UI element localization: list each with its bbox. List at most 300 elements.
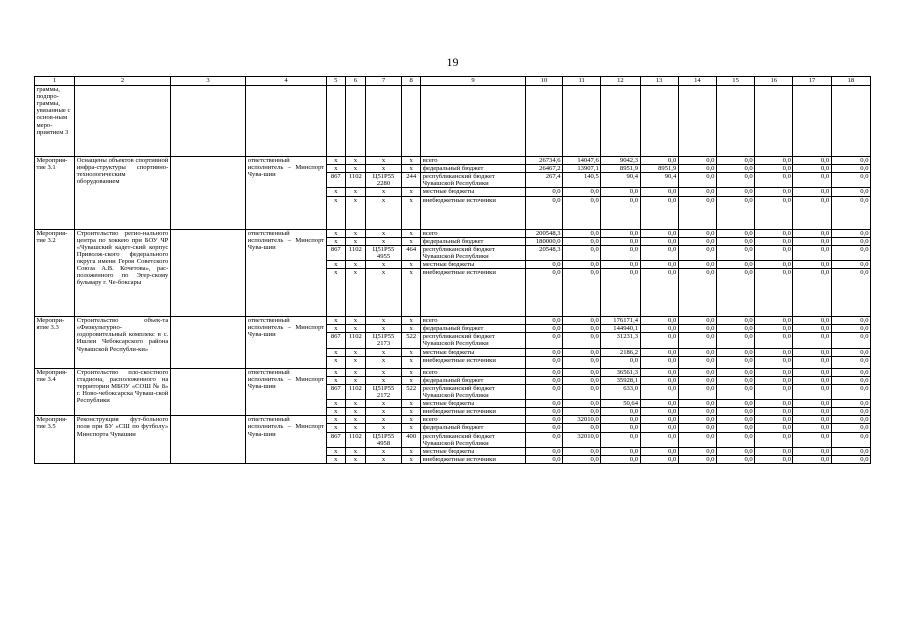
empty-cell (170, 317, 245, 369)
amount-cell: 0,0 (525, 325, 562, 333)
amount-cell: 0,0 (640, 356, 678, 368)
budget-code-rzpr: 1102 (345, 384, 365, 399)
amount-cell: 0,0 (525, 188, 562, 196)
amount-cell: 140,5 (563, 173, 601, 188)
amount-cell: 0,0 (716, 455, 754, 463)
empty-cell (525, 86, 562, 157)
budget-code-grbs: x (326, 188, 345, 196)
amount-cell: 0,0 (563, 229, 601, 237)
header-col-6: 6 (345, 77, 365, 86)
amount-cell: 0,0 (563, 356, 601, 368)
budget-code-csr: x (365, 165, 401, 173)
header-col-4: 4 (246, 77, 326, 86)
amount-cell: 0,0 (831, 376, 870, 384)
amount-cell: 0,0 (755, 245, 793, 260)
funding-source: всего (421, 317, 526, 325)
budget-code-grbs: x (326, 229, 345, 237)
budget-code-grbs: x (326, 447, 345, 455)
budget-code-rzpr: x (345, 165, 365, 173)
amount-cell: 0,0 (716, 376, 754, 384)
amount-cell: 0,0 (601, 245, 640, 260)
amount-cell: 50,64 (601, 400, 640, 408)
amount-cell: 0,0 (716, 317, 754, 325)
amount-cell: 0,0 (640, 325, 678, 333)
budget-code-rzpr: x (345, 356, 365, 368)
amount-cell: 0,0 (793, 368, 831, 376)
amount-cell: 0,0 (601, 447, 640, 455)
budget-code-csr: x (365, 188, 401, 196)
budget-code-rzpr: x (345, 229, 365, 237)
budget-code-rzpr: 1102 (345, 333, 365, 348)
amount-cell: 0,0 (525, 447, 562, 455)
amount-cell: 0,0 (525, 368, 562, 376)
amount-cell: 0,0 (601, 196, 640, 229)
amount-cell: 0,0 (716, 188, 754, 196)
amount-cell: 0,0 (831, 237, 870, 245)
amount-cell: 0,0 (793, 157, 831, 165)
amount-cell: 0,0 (678, 173, 716, 188)
amount-cell: 0,0 (716, 173, 754, 188)
amount-cell: 36561,3 (601, 368, 640, 376)
measure-name: Мероприя-тие 3.4 (35, 368, 75, 416)
amount-cell: 90,4 (640, 173, 678, 188)
budget-code-vr: x (402, 424, 421, 432)
funding-source: местные бюджеты (421, 400, 526, 408)
budget-code-vr: 400 (402, 432, 421, 447)
amount-cell: 26734,6 (525, 157, 562, 165)
budget-code-csr: Ц51Р55 2172 (365, 384, 401, 399)
amount-cell: 0,0 (716, 260, 754, 268)
header-col-15: 15 (716, 77, 754, 86)
funding-source: внебюджетные источники (421, 408, 526, 416)
funding-source: внебюджетные источники (421, 455, 526, 463)
empty-cell (246, 86, 326, 157)
funding-source: федеральный бюджет (421, 165, 526, 173)
amount-cell: 0,0 (678, 317, 716, 325)
budget-code-rzpr: x (345, 368, 365, 376)
budget-code-csr: x (365, 348, 401, 356)
amount-cell: 0,0 (831, 165, 870, 173)
amount-cell: 0,0 (793, 245, 831, 260)
empty-cell (365, 86, 401, 157)
amount-cell: 0,0 (525, 348, 562, 356)
funding-source: республиканский бюджет Чувашской Республики (421, 245, 526, 260)
amount-cell: 0,0 (678, 447, 716, 455)
budget-code-vr: x (402, 237, 421, 245)
measure-name: Меропри-ятие 3.3 (35, 317, 75, 369)
budget-code-csr: x (365, 416, 401, 424)
amount-cell: 0,0 (640, 432, 678, 447)
empty-cell (345, 86, 365, 157)
budget-code-csr: x (365, 356, 401, 368)
amount-cell: 0,0 (678, 455, 716, 463)
amount-cell: 0,0 (563, 196, 601, 229)
empty-cell (170, 368, 245, 416)
amount-cell: 0,0 (793, 229, 831, 237)
table-row (35, 317, 871, 325)
header-col-10: 10 (525, 77, 562, 86)
amount-cell: 0,0 (601, 188, 640, 196)
amount-cell: 0,0 (831, 432, 870, 447)
amount-cell: 0,0 (831, 348, 870, 356)
budget-code-grbs: x (326, 348, 345, 356)
empty-cell (793, 86, 831, 157)
amount-cell: 31231,3 (601, 333, 640, 348)
amount-cell: 0,0 (716, 424, 754, 432)
budget-code-csr: x (365, 455, 401, 463)
amount-cell: 0,0 (563, 384, 601, 399)
budget-code-vr: x (402, 455, 421, 463)
amount-cell: 0,0 (678, 165, 716, 173)
budget-code-rzpr: x (345, 455, 365, 463)
amount-cell: 0,0 (563, 408, 601, 416)
amount-cell: 0,0 (563, 455, 601, 463)
budget-code-vr: 244 (402, 173, 421, 188)
amount-cell: 0,0 (640, 408, 678, 416)
amount-cell: 0,0 (640, 424, 678, 432)
funding-source: республиканский бюджет Чувашской Республики (421, 384, 526, 399)
table-body (35, 77, 871, 464)
budget-code-grbs: x (326, 237, 345, 245)
amount-cell: 0,0 (831, 356, 870, 368)
amount-cell: 0,0 (640, 455, 678, 463)
budget-code-csr: x (365, 447, 401, 455)
header-col-8: 8 (402, 77, 421, 86)
amount-cell: 0,0 (716, 157, 754, 165)
amount-cell: 0,0 (755, 384, 793, 399)
header-col-7: 7 (365, 77, 401, 86)
budget-code-csr: Ц51Р55 2173 (365, 333, 401, 348)
amount-cell: 0,0 (755, 237, 793, 245)
amount-cell: 9042,3 (601, 157, 640, 165)
budget-code-vr: x (402, 368, 421, 376)
budget-code-vr: x (402, 229, 421, 237)
amount-cell: 0,0 (678, 384, 716, 399)
empty-cell (170, 416, 245, 464)
amount-cell: 0,0 (525, 317, 562, 325)
budget-code-grbs: x (326, 157, 345, 165)
budget-code-grbs: x (326, 424, 345, 432)
budget-code-vr: 522 (402, 384, 421, 399)
amount-cell: 0,0 (793, 269, 831, 317)
budget-code-rzpr: x (345, 269, 365, 317)
funding-source: всего (421, 157, 526, 165)
empty-cell (563, 86, 601, 157)
budget-code-rzpr: x (345, 260, 365, 268)
amount-cell: 267,4 (525, 173, 562, 188)
amount-cell: 26467,2 (525, 165, 562, 173)
amount-cell: 0,0 (716, 229, 754, 237)
amount-cell: 0,0 (793, 348, 831, 356)
amount-cell: 20548,3 (525, 245, 562, 260)
budget-code-rzpr: x (345, 376, 365, 384)
funding-source: местные бюджеты (421, 188, 526, 196)
budget-code-rzpr: x (345, 424, 365, 432)
amount-cell: 200548,3 (525, 229, 562, 237)
amount-cell: 0,0 (640, 196, 678, 229)
budget-code-csr: x (365, 196, 401, 229)
budget-code-csr: x (365, 408, 401, 416)
budget-code-rzpr: x (345, 400, 365, 408)
amount-cell: 0,0 (831, 455, 870, 463)
responsible-executor: ответственный исполнитель – Минспорт Чува-шии (246, 416, 326, 464)
amount-cell: 0,0 (563, 348, 601, 356)
empty-cell (678, 86, 716, 157)
table-row (35, 368, 871, 376)
amount-cell: 0,0 (563, 269, 601, 317)
amount-cell: 0,0 (640, 447, 678, 455)
amount-cell: 0,0 (755, 173, 793, 188)
budget-code-vr: x (402, 408, 421, 416)
amount-cell: 0,0 (755, 432, 793, 447)
budget-code-vr: x (402, 416, 421, 424)
amount-cell: 0,0 (755, 447, 793, 455)
amount-cell: 0,0 (793, 165, 831, 173)
budget-code-vr: x (402, 447, 421, 455)
budget-code-grbs: x (326, 260, 345, 268)
amount-cell: 0,0 (831, 384, 870, 399)
amount-cell: 0,0 (525, 333, 562, 348)
budget-table (34, 76, 871, 464)
budget-code-rzpr: x (345, 325, 365, 333)
amount-cell: 0,0 (831, 188, 870, 196)
amount-cell: 0,0 (678, 408, 716, 416)
amount-cell: 0,0 (716, 368, 754, 376)
budget-code-csr: Ц51Р55 2280 (365, 173, 401, 188)
amount-cell: 0,0 (831, 269, 870, 317)
amount-cell: 0,0 (793, 432, 831, 447)
budget-code-vr: x (402, 260, 421, 268)
funding-source: федеральный бюджет (421, 237, 526, 245)
amount-cell: 2186,2 (601, 348, 640, 356)
budget-code-grbs: 867 (326, 432, 345, 447)
continuation-row (35, 86, 871, 157)
amount-cell: 0,0 (563, 424, 601, 432)
amount-cell: 0,0 (640, 416, 678, 424)
header-col-2: 2 (75, 77, 171, 86)
amount-cell: 0,0 (525, 416, 562, 424)
budget-code-grbs: 867 (326, 333, 345, 348)
amount-cell: 0,0 (525, 376, 562, 384)
header-col-12: 12 (601, 77, 640, 86)
amount-cell: 8951,9 (601, 165, 640, 173)
amount-cell: 0,0 (755, 368, 793, 376)
amount-cell: 0,0 (793, 447, 831, 455)
header-row (35, 77, 871, 86)
amount-cell: 0,0 (640, 229, 678, 237)
amount-cell: 8951,9 (640, 165, 678, 173)
amount-cell: 0,0 (831, 416, 870, 424)
amount-cell: 0,0 (716, 165, 754, 173)
amount-cell: 0,0 (716, 432, 754, 447)
amount-cell: 0,0 (640, 245, 678, 260)
budget-code-vr: x (402, 157, 421, 165)
amount-cell: 0,0 (831, 173, 870, 188)
funding-source: республиканский бюджет Чувашской Республики (421, 173, 526, 188)
amount-cell: 0,0 (831, 400, 870, 408)
amount-cell: 0,0 (601, 269, 640, 317)
amount-cell: 0,0 (525, 384, 562, 399)
amount-cell: 0,0 (831, 317, 870, 325)
amount-cell: 0,0 (601, 237, 640, 245)
amount-cell: 0,0 (755, 157, 793, 165)
amount-cell: 0,0 (678, 400, 716, 408)
header-col-5: 5 (326, 77, 345, 86)
budget-code-vr: x (402, 317, 421, 325)
budget-code-grbs: x (326, 455, 345, 463)
amount-cell: 0,0 (716, 348, 754, 356)
amount-cell: 0,0 (716, 333, 754, 348)
amount-cell: 180000,0 (525, 237, 562, 245)
measure-name: Мероприя-тие 3.1 (35, 157, 75, 230)
budget-code-rzpr: x (345, 348, 365, 356)
amount-cell: 0,0 (755, 400, 793, 408)
amount-cell: 0,0 (793, 317, 831, 325)
budget-code-csr: Ц51Р55 4955 (365, 245, 401, 260)
amount-cell: 0,0 (755, 229, 793, 237)
amount-cell: 0,0 (678, 245, 716, 260)
budget-code-csr: x (365, 317, 401, 325)
empty-cell (170, 157, 245, 230)
amount-cell: 0,0 (716, 245, 754, 260)
budget-code-vr: x (402, 269, 421, 317)
budget-code-grbs: x (326, 196, 345, 229)
budget-code-rzpr: 1102 (345, 432, 365, 447)
amount-cell: 0,0 (831, 245, 870, 260)
amount-cell: 633,0 (601, 384, 640, 399)
amount-cell: 0,0 (755, 325, 793, 333)
amount-cell: 0,0 (640, 269, 678, 317)
budget-code-grbs: 867 (326, 173, 345, 188)
amount-cell: 0,0 (640, 376, 678, 384)
amount-cell: 0,0 (755, 416, 793, 424)
amount-cell: 0,0 (563, 447, 601, 455)
budget-code-csr: x (365, 269, 401, 317)
amount-cell: 0,0 (678, 229, 716, 237)
amount-cell: 0,0 (755, 455, 793, 463)
empty-cell (755, 86, 793, 157)
amount-cell: 0,0 (755, 376, 793, 384)
amount-cell: 0,0 (755, 356, 793, 368)
amount-cell: 0,0 (716, 416, 754, 424)
amount-cell: 0,0 (525, 269, 562, 317)
amount-cell: 0,0 (755, 188, 793, 196)
table-row (35, 229, 871, 237)
amount-cell: 0,0 (716, 356, 754, 368)
empty-cell (170, 86, 245, 157)
amount-cell: 0,0 (563, 325, 601, 333)
amount-cell: 0,0 (678, 325, 716, 333)
budget-code-rzpr: 1102 (345, 245, 365, 260)
budget-code-csr: x (365, 157, 401, 165)
funding-source: всего (421, 416, 526, 424)
budget-code-csr: x (365, 260, 401, 268)
empty-cell (326, 86, 345, 157)
budget-code-vr: 522 (402, 333, 421, 348)
budget-code-vr: x (402, 400, 421, 408)
budget-code-rzpr: x (345, 157, 365, 165)
measure-description: Строительство объек-та «Физкультурно-оздоровительный комплекс в с. Ишлеи Чебоксарского района Чувашской Республи-ки» (75, 317, 171, 369)
empty-cell (421, 86, 526, 157)
amount-cell: 0,0 (678, 333, 716, 348)
budget-code-vr: x (402, 348, 421, 356)
amount-cell: 14047,6 (563, 157, 601, 165)
budget-code-vr: x (402, 196, 421, 229)
budget-code-csr: x (365, 229, 401, 237)
amount-cell: 176171,4 (601, 317, 640, 325)
amount-cell: 0,0 (755, 333, 793, 348)
amount-cell: 0,0 (525, 424, 562, 432)
amount-cell: 0,0 (601, 356, 640, 368)
amount-cell: 0,0 (716, 408, 754, 416)
budget-code-grbs: 867 (326, 245, 345, 260)
empty-cell (402, 86, 421, 157)
page-number: 19 (446, 55, 459, 69)
table-row (35, 157, 871, 165)
amount-cell: 0,0 (716, 447, 754, 455)
header-col-13: 13 (640, 77, 678, 86)
amount-cell: 0,0 (640, 188, 678, 196)
measure-description: Оснащены объектов спортивной инфра-структуры спортивно-технологическим оборудованием (75, 157, 171, 230)
budget-code-csr: Ц51Р55 4958 (365, 432, 401, 447)
amount-cell: 0,0 (755, 260, 793, 268)
responsible-executor: ответственный исполнитель – Минспорт Чува-шии (246, 317, 326, 369)
amount-cell: 0,0 (831, 325, 870, 333)
budget-code-rzpr: x (345, 416, 365, 424)
amount-cell: 0,0 (755, 165, 793, 173)
amount-cell: 0,0 (601, 260, 640, 268)
empty-cell (75, 86, 171, 157)
amount-cell: 0,0 (831, 408, 870, 416)
amount-cell: 0,0 (601, 432, 640, 447)
amount-cell: 0,0 (793, 173, 831, 188)
amount-cell: 0,0 (601, 424, 640, 432)
funding-source: местные бюджеты (421, 260, 526, 268)
budget-code-grbs: x (326, 368, 345, 376)
budget-code-grbs: x (326, 416, 345, 424)
amount-cell: 0,0 (831, 447, 870, 455)
budget-code-grbs: x (326, 165, 345, 173)
amount-cell: 144940,1 (601, 325, 640, 333)
funding-source: всего (421, 229, 526, 237)
amount-cell: 0,0 (525, 196, 562, 229)
amount-cell: 0,0 (831, 424, 870, 432)
amount-cell: 0,0 (831, 333, 870, 348)
amount-cell: 0,0 (563, 376, 601, 384)
amount-cell: 0,0 (563, 237, 601, 245)
amount-cell: 0,0 (563, 400, 601, 408)
header-col-17: 17 (793, 77, 831, 86)
funding-source: федеральный бюджет (421, 325, 526, 333)
amount-cell: 0,0 (793, 188, 831, 196)
budget-code-csr: x (365, 424, 401, 432)
amount-cell: 0,0 (678, 196, 716, 229)
budget-code-rzpr: x (345, 196, 365, 229)
budget-code-rzpr: x (345, 188, 365, 196)
budget-code-vr: x (402, 376, 421, 384)
amount-cell: 0,0 (678, 348, 716, 356)
header-col-1: 1 (35, 77, 75, 86)
amount-cell: 0,0 (601, 455, 640, 463)
budget-code-grbs: x (326, 400, 345, 408)
amount-cell: 0,0 (755, 317, 793, 325)
amount-cell: 0,0 (601, 229, 640, 237)
amount-cell: 0,0 (563, 260, 601, 268)
budget-code-rzpr: 1102 (345, 173, 365, 188)
funding-source: внебюджетные источники (421, 196, 526, 229)
budget-code-csr: x (365, 325, 401, 333)
amount-cell: 0,0 (563, 317, 601, 325)
